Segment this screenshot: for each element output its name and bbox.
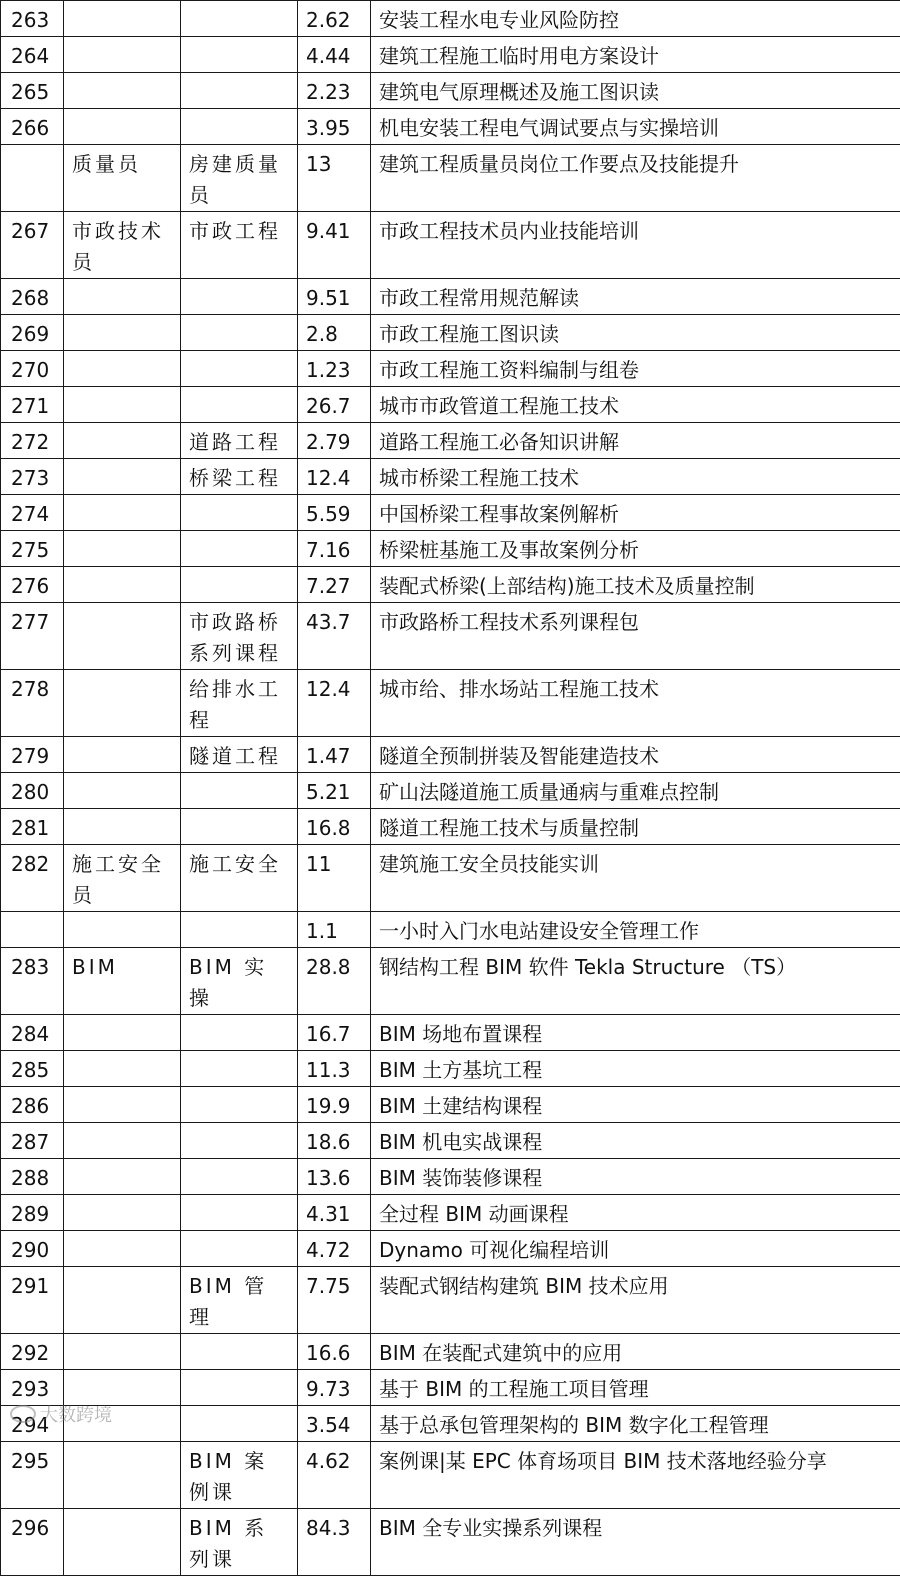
role-cell bbox=[64, 809, 181, 845]
row-number: 291 bbox=[1, 1267, 64, 1334]
row-number: 278 bbox=[1, 670, 64, 737]
role-cell bbox=[64, 912, 181, 948]
size-cell: 9.51 bbox=[298, 279, 371, 315]
row-number: 273 bbox=[1, 459, 64, 495]
size-cell: 13 bbox=[298, 145, 371, 212]
course-cell: 隧道全预制拼装及智能建造技术 bbox=[371, 737, 900, 773]
table-row bbox=[1, 1159, 900, 1195]
role-cell bbox=[64, 1334, 181, 1370]
table-row bbox=[1, 387, 900, 423]
category-cell: 施工安全 bbox=[181, 845, 298, 912]
size-cell: 13.6 bbox=[298, 1159, 371, 1195]
table-row bbox=[1, 1406, 900, 1442]
size-cell: 2.79 bbox=[298, 423, 371, 459]
course-cell: 一小时入门水电站建设安全管理工作 bbox=[371, 912, 900, 948]
size-cell: 7.27 bbox=[298, 567, 371, 603]
row-number: 277 bbox=[1, 603, 64, 670]
size-cell: 2.8 bbox=[298, 315, 371, 351]
course-cell: 市政工程常用规范解读 bbox=[371, 279, 900, 315]
row-number: 280 bbox=[1, 773, 64, 809]
row-number: 270 bbox=[1, 351, 64, 387]
watermark-text: 大数跨境 bbox=[40, 1401, 112, 1427]
table-row bbox=[1, 37, 900, 73]
size-cell: 7.16 bbox=[298, 531, 371, 567]
row-number: 264 bbox=[1, 37, 64, 73]
course-cell: 隧道工程施工技术与质量控制 bbox=[371, 809, 900, 845]
category-cell: BIM 实操 bbox=[181, 948, 298, 1015]
size-cell: 5.59 bbox=[298, 495, 371, 531]
table-row bbox=[1, 670, 900, 737]
role-cell bbox=[64, 351, 181, 387]
size-cell: 2.23 bbox=[298, 73, 371, 109]
category-cell bbox=[181, 109, 298, 145]
course-cell: 建筑工程施工临时用电方案设计 bbox=[371, 37, 900, 73]
category-cell bbox=[181, 387, 298, 423]
category-cell bbox=[181, 73, 298, 109]
row-number: 295 bbox=[1, 1442, 64, 1509]
size-cell: 18.6 bbox=[298, 1123, 371, 1159]
size-cell: 1.23 bbox=[298, 351, 371, 387]
course-table-body bbox=[1, 1, 900, 1576]
size-cell: 1.1 bbox=[298, 912, 371, 948]
course-cell: 市政工程施工资料编制与组卷 bbox=[371, 351, 900, 387]
watermark bbox=[10, 1401, 112, 1427]
category-cell bbox=[181, 1231, 298, 1267]
category-cell bbox=[181, 1159, 298, 1195]
size-cell: 9.41 bbox=[298, 212, 371, 279]
role-cell: 施工安全员 bbox=[64, 845, 181, 912]
category-cell bbox=[181, 1195, 298, 1231]
role-cell bbox=[64, 773, 181, 809]
role-cell bbox=[64, 73, 181, 109]
course-cell: 建筑工程质量员岗位工作要点及技能提升 bbox=[371, 145, 900, 212]
table-row bbox=[1, 1231, 900, 1267]
table-row bbox=[1, 531, 900, 567]
size-cell: 26.7 bbox=[298, 387, 371, 423]
category-cell: 道路工程 bbox=[181, 423, 298, 459]
role-cell bbox=[64, 315, 181, 351]
size-cell: 4.72 bbox=[298, 1231, 371, 1267]
role-cell bbox=[64, 1509, 181, 1576]
size-cell: 43.7 bbox=[298, 603, 371, 670]
role-cell bbox=[64, 603, 181, 670]
course-cell: 市政工程技术员内业技能培训 bbox=[371, 212, 900, 279]
role-cell bbox=[64, 1267, 181, 1334]
size-cell: 9.73 bbox=[298, 1370, 371, 1406]
course-cell: BIM 机电实战课程 bbox=[371, 1123, 900, 1159]
course-cell: 城市桥梁工程施工技术 bbox=[371, 459, 900, 495]
size-cell: 84.3 bbox=[298, 1509, 371, 1576]
category-cell: 隧道工程 bbox=[181, 737, 298, 773]
table-row bbox=[1, 279, 900, 315]
category-cell bbox=[181, 567, 298, 603]
role-cell bbox=[64, 1442, 181, 1509]
category-cell bbox=[181, 1123, 298, 1159]
table-row bbox=[1, 423, 900, 459]
course-cell: 市政路桥工程技术系列课程包 bbox=[371, 603, 900, 670]
category-cell bbox=[181, 531, 298, 567]
row-number: 275 bbox=[1, 531, 64, 567]
role-cell bbox=[64, 37, 181, 73]
row-number: 274 bbox=[1, 495, 64, 531]
row-number: 268 bbox=[1, 279, 64, 315]
row-number: 284 bbox=[1, 1015, 64, 1051]
role-cell bbox=[64, 423, 181, 459]
table-row bbox=[1, 459, 900, 495]
size-cell: 4.62 bbox=[298, 1442, 371, 1509]
role-cell: BIM bbox=[64, 948, 181, 1015]
size-cell: 28.8 bbox=[298, 948, 371, 1015]
role-cell bbox=[64, 1159, 181, 1195]
course-cell: 建筑电气原理概述及施工图识读 bbox=[371, 73, 900, 109]
course-cell: 市政工程施工图识读 bbox=[371, 315, 900, 351]
size-cell: 1.47 bbox=[298, 737, 371, 773]
course-cell: 机电安装工程电气调试要点与实操培训 bbox=[371, 109, 900, 145]
role-cell bbox=[64, 1051, 181, 1087]
course-cell: 基于 BIM 的工程施工项目管理 bbox=[371, 1370, 900, 1406]
table-row bbox=[1, 73, 900, 109]
size-cell: 16.8 bbox=[298, 809, 371, 845]
course-cell: 城市市政管道工程施工技术 bbox=[371, 387, 900, 423]
category-cell: BIM 系列课 bbox=[181, 1509, 298, 1576]
table-row bbox=[1, 495, 900, 531]
table-row bbox=[1, 315, 900, 351]
table-row bbox=[1, 1370, 900, 1406]
role-cell: 质量员 bbox=[64, 145, 181, 212]
category-cell bbox=[181, 1015, 298, 1051]
category-cell: 市政路桥系列课程 bbox=[181, 603, 298, 670]
category-cell: 市政工程 bbox=[181, 212, 298, 279]
table-row bbox=[1, 1015, 900, 1051]
table-row bbox=[1, 773, 900, 809]
course-cell: 装配式桥梁(上部结构)施工技术及质量控制 bbox=[371, 567, 900, 603]
course-cell: BIM 在装配式建筑中的应用 bbox=[371, 1334, 900, 1370]
category-cell bbox=[181, 37, 298, 73]
row-number: 296 bbox=[1, 1509, 64, 1576]
table-row bbox=[1, 1, 900, 37]
category-cell: BIM 管理 bbox=[181, 1267, 298, 1334]
table-row bbox=[1, 1509, 900, 1576]
size-cell: 11 bbox=[298, 845, 371, 912]
role-cell bbox=[64, 495, 181, 531]
course-cell: 安装工程水电专业风险防控 bbox=[371, 1, 900, 37]
row-number: 272 bbox=[1, 423, 64, 459]
course-cell: 桥梁桩基施工及事故案例分析 bbox=[371, 531, 900, 567]
size-cell: 2.62 bbox=[298, 1, 371, 37]
role-cell bbox=[64, 279, 181, 315]
row-number: 289 bbox=[1, 1195, 64, 1231]
role-cell bbox=[64, 1123, 181, 1159]
category-cell bbox=[181, 1087, 298, 1123]
table-row bbox=[1, 1267, 900, 1334]
category-cell bbox=[181, 1051, 298, 1087]
role-cell bbox=[64, 459, 181, 495]
course-cell: Dynamo 可视化编程培训 bbox=[371, 1231, 900, 1267]
table-row bbox=[1, 109, 900, 145]
category-cell bbox=[181, 1, 298, 37]
size-cell: 16.6 bbox=[298, 1334, 371, 1370]
size-cell: 3.95 bbox=[298, 109, 371, 145]
role-cell bbox=[64, 1087, 181, 1123]
size-cell: 11.3 bbox=[298, 1051, 371, 1087]
size-cell: 12.4 bbox=[298, 670, 371, 737]
role-cell bbox=[64, 109, 181, 145]
row-number: 293 bbox=[1, 1370, 64, 1406]
row-number: 263 bbox=[1, 1, 64, 37]
category-cell bbox=[181, 315, 298, 351]
role-cell bbox=[64, 737, 181, 773]
row-number: 276 bbox=[1, 567, 64, 603]
table-row bbox=[1, 809, 900, 845]
course-cell: 建筑施工安全员技能实训 bbox=[371, 845, 900, 912]
watermark-logo-icon bbox=[10, 1405, 36, 1423]
course-cell: BIM 装饰装修课程 bbox=[371, 1159, 900, 1195]
table-row bbox=[1, 845, 900, 912]
row-number: 281 bbox=[1, 809, 64, 845]
course-cell: 矿山法隧道施工质量通病与重难点控制 bbox=[371, 773, 900, 809]
table-row bbox=[1, 567, 900, 603]
category-cell bbox=[181, 279, 298, 315]
row-number: 271 bbox=[1, 387, 64, 423]
row-number: 282 bbox=[1, 845, 64, 912]
category-cell bbox=[181, 809, 298, 845]
category-cell bbox=[181, 495, 298, 531]
course-cell: BIM 场地布置课程 bbox=[371, 1015, 900, 1051]
category-cell: 桥梁工程 bbox=[181, 459, 298, 495]
course-cell: 装配式钢结构建筑 BIM 技术应用 bbox=[371, 1267, 900, 1334]
category-cell: 给排水工程 bbox=[181, 670, 298, 737]
table-row bbox=[1, 737, 900, 773]
table-row bbox=[1, 948, 900, 1015]
row-number: 265 bbox=[1, 73, 64, 109]
table-row bbox=[1, 212, 900, 279]
role-cell bbox=[64, 1195, 181, 1231]
category-cell bbox=[181, 351, 298, 387]
role-cell: 市政技术员 bbox=[64, 212, 181, 279]
role-cell bbox=[64, 387, 181, 423]
table-row bbox=[1, 145, 900, 212]
category-cell: 房建质量员 bbox=[181, 145, 298, 212]
table-row bbox=[1, 1334, 900, 1370]
table-row bbox=[1, 912, 900, 948]
table-row bbox=[1, 1442, 900, 1509]
table-row bbox=[1, 1123, 900, 1159]
row-number: 286 bbox=[1, 1087, 64, 1123]
table-row bbox=[1, 1087, 900, 1123]
row-number: 288 bbox=[1, 1159, 64, 1195]
course-cell: 中国桥梁工程事故案例解析 bbox=[371, 495, 900, 531]
row-number: 283 bbox=[1, 948, 64, 1015]
row-number: 266 bbox=[1, 109, 64, 145]
row-number: 294 bbox=[1, 1406, 64, 1442]
role-cell bbox=[64, 567, 181, 603]
course-cell: BIM 土方基坑工程 bbox=[371, 1051, 900, 1087]
row-number: 285 bbox=[1, 1051, 64, 1087]
course-cell: 城市给、排水场站工程施工技术 bbox=[371, 670, 900, 737]
course-cell: BIM 全专业实操系列课程 bbox=[371, 1509, 900, 1576]
category-cell bbox=[181, 912, 298, 948]
category-cell bbox=[181, 773, 298, 809]
row-number bbox=[1, 145, 64, 212]
role-cell bbox=[64, 1015, 181, 1051]
row-number: 279 bbox=[1, 737, 64, 773]
table-row bbox=[1, 1051, 900, 1087]
category-cell bbox=[181, 1370, 298, 1406]
table-row bbox=[1, 603, 900, 670]
size-cell: 16.7 bbox=[298, 1015, 371, 1051]
row-number bbox=[1, 912, 64, 948]
course-cell: 基于总承包管理架构的 BIM 数字化工程管理 bbox=[371, 1406, 900, 1442]
category-cell bbox=[181, 1406, 298, 1442]
row-number: 287 bbox=[1, 1123, 64, 1159]
size-cell: 4.31 bbox=[298, 1195, 371, 1231]
table-row bbox=[1, 351, 900, 387]
row-number: 267 bbox=[1, 212, 64, 279]
row-number: 290 bbox=[1, 1231, 64, 1267]
role-cell bbox=[64, 670, 181, 737]
course-cell: 钢结构工程 BIM 软件 Tekla Structure （TS） bbox=[371, 948, 900, 1015]
category-cell: BIM 案例课 bbox=[181, 1442, 298, 1509]
size-cell: 7.75 bbox=[298, 1267, 371, 1334]
size-cell: 19.9 bbox=[298, 1087, 371, 1123]
size-cell: 4.44 bbox=[298, 37, 371, 73]
size-cell: 5.21 bbox=[298, 773, 371, 809]
size-cell: 3.54 bbox=[298, 1406, 371, 1442]
course-cell: 道路工程施工必备知识讲解 bbox=[371, 423, 900, 459]
role-cell bbox=[64, 1231, 181, 1267]
role-cell bbox=[64, 1, 181, 37]
course-cell: BIM 土建结构课程 bbox=[371, 1087, 900, 1123]
category-cell bbox=[181, 1334, 298, 1370]
course-cell: 案例课|某 EPC 体育场项目 BIM 技术落地经验分享 bbox=[371, 1442, 900, 1509]
course-cell: 全过程 BIM 动画课程 bbox=[371, 1195, 900, 1231]
role-cell bbox=[64, 531, 181, 567]
row-number: 292 bbox=[1, 1334, 64, 1370]
table-row bbox=[1, 1195, 900, 1231]
row-number: 269 bbox=[1, 315, 64, 351]
size-cell: 12.4 bbox=[298, 459, 371, 495]
